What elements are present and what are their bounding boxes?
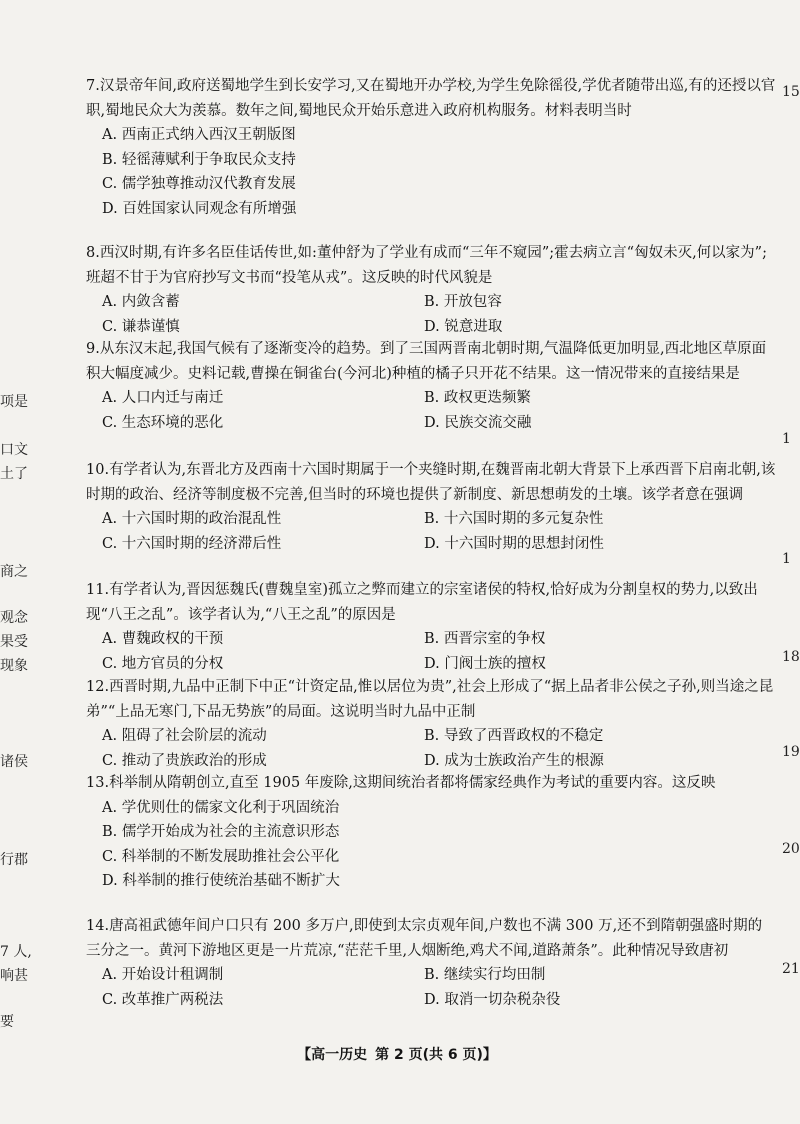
option-a: A. 学优则仕的儒家文化利于巩固统治 [102,799,340,816]
option-a: A. 开始设计租调制 [102,967,224,983]
question-number: 14. [86,918,110,934]
option-c: C. 地方官员的分权 [102,655,224,672]
option-c: C. 谦恭谨慎 [102,318,180,335]
option-c: C. 儒学独尊推动汉代教育发展 [102,176,296,192]
question-stem: 10.有学者认为,东晋北方及西南十六国时期属于一个夹缝时期,在魏晋南北朝大背景下上承西晋下启南北朝,该时期的政治、经济等制度极不完善,但当时的环境也提供了新制度、新思想萌发的土壤。该学者意在强调 [86,462,776,503]
right-margin-fragment: 19 [782,744,800,760]
question-number: 12. [86,679,110,695]
option-c: C. 改革推广两税法 [102,991,224,1008]
left-margin-fragment: 现象 [0,658,28,674]
option-list [102,123,776,221]
question-10 [86,458,776,556]
question-11 [86,578,776,676]
option-a: A. 十六国时期的政治混乱性 [102,511,282,527]
question-number: 11. [86,582,110,598]
question-stem: 13.科举制从隋朝创立,直至 1905 年废除,这期间统治者都将儒家经典作为考试的重要内容。这反映 [86,775,716,791]
option-b: B. 继续实行均田制 [424,967,546,983]
option-a: A. 曹魏政权的干预 [102,631,224,647]
left-margin-fragment: 7 人, [0,944,32,960]
left-margin-fragment: 商之 [0,564,28,580]
option-b: B. 儒学开始成为社会的主流意识形态 [102,824,340,840]
option-a: A. 阻碍了社会阶层的流动 [102,728,267,744]
question-13 [86,771,776,894]
left-margin-fragment: 观念 [0,610,28,626]
option-b: B. 十六国时期的多元复杂性 [424,511,604,527]
option-b: B. 西晋宗室的争权 [424,631,546,647]
question-12 [86,675,776,773]
question-number: 13. [86,775,110,791]
option-list [102,627,776,676]
left-margin-fragment: 要 [0,1014,14,1030]
right-margin-fragment: 15 [782,84,800,100]
left-margin-fragment: 口文 [0,442,28,458]
option-d: D. 百姓国家认同观念有所增强 [102,200,297,217]
option-c: C. 十六国时期的经济滞后性 [102,535,282,552]
question-14 [86,914,776,1012]
right-margin-fragment: 21 [782,961,800,977]
option-a: A. 西南正式纳入西汉王朝版图 [102,127,296,143]
question-number: 7. [86,78,100,94]
option-list [102,290,776,339]
option-d: D. 十六国时期的思想封闭性 [424,535,604,552]
option-a: A. 内敛含蓄 [102,294,180,310]
option-list [102,507,776,556]
option-list [102,796,776,894]
option-list [102,386,776,435]
question-stem: 8.西汉时期,有许多名臣佳话传世,如:董仲舒为了学业有成而“三年不窥园”;霍去病立言“匈奴未灭,何以家为”;班超不甘于为官府抄写文书而“投笔从戎”。这反映的时代风貌是 [86,245,767,286]
question-stem: 12.西晋时期,九品中正制下中正“计资定品,惟以居位为贵”,社会上形成了“据上品者非公侯之子孙,则当途之昆弟”“上品无寒门,下品无势族”的局面。这说明当时九品中正制 [86,679,774,720]
option-c: C. 科举制的不断发展助推社会公平化 [102,848,340,865]
option-d: D. 成为士族政治产生的根源 [424,752,604,769]
question-8 [86,241,776,339]
right-margin-fragment: 18 [782,649,800,665]
footer-page-number: 第 2 页(共 6 页)】 [375,1047,497,1063]
option-b: B. 开放包容 [424,294,502,310]
question-number: 10. [86,462,110,478]
left-margin-fragment: 诸侯 [0,754,28,770]
option-b: B. 轻徭薄赋利于争取民众支持 [102,151,296,168]
option-d: D. 锐意进取 [424,318,503,335]
option-list [102,724,776,773]
option-b: B. 政权更迭频繁 [424,390,531,406]
option-c: C. 推动了贵族政治的形成 [102,752,267,769]
option-c: C. 生态环境的恶化 [102,414,224,431]
right-margin-fragment: 20 [782,841,800,857]
page-footer [0,1044,794,1064]
question-stem: 9.从东汉末起,我国气候有了逐渐变冷的趋势。到了三国两晋南北朝时期,气温降低更加明显,西北地区草原面积大幅度减少。史料记载,曹操在铜雀台(今河北)种植的橘子只开花不结果。这一情况带来的直接结果是 [86,341,767,382]
question-7 [86,74,776,221]
question-stem: 7.汉景帝年间,政府送蜀地学生到长安学习,又在蜀地开办学校,为学生免除徭役,学优者随带出巡,有的还授以官职,蜀地民众大为羡慕。数年之间,蜀地民众开始乐意进入政府机构服务。材料表明当时 [86,78,776,119]
left-margin-fragment: 响甚 [0,968,28,984]
option-d: D. 科举制的推行使统治基础不断扩大 [102,873,340,889]
option-b: B. 导致了西晋政权的不稳定 [424,728,604,744]
option-d: D. 取消一切杂税杂役 [424,991,561,1008]
left-margin-fragment: 果受 [0,634,28,650]
right-margin-fragment: 1 [782,551,791,567]
left-margin-fragment: 行郡 [0,852,28,868]
left-margin-fragment: 土了 [0,466,28,482]
option-list [102,963,776,1012]
option-d: D. 民族交流交融 [424,414,532,431]
left-margin-fragment: 项是 [0,394,28,410]
question-stem: 11.有学者认为,晋因惩魏氏(曹魏皇室)孤立之弊而建立的宗室诸侯的特权,恰好成为分割皇权的势力,以致出现“八王之乱”。该学者认为,“八王之乱”的原因是 [86,582,758,623]
option-d: D. 门阀士族的擅权 [424,655,546,672]
question-number: 8. [86,245,100,261]
footer-subject: 【高一历史 [297,1047,368,1063]
question-stem: 14.唐高祖武德年间户口只有 200 多万户,即使到太宗贞观年间,户数也不满 300 万,还不到隋朝强盛时期的三分之一。黄河下游地区更是一片荒凉,“茫茫千里,人烟断绝,鸡犬不闻,道路萧条”。此种情况导致唐初 [86,918,763,959]
question-9 [86,337,776,435]
option-a: A. 人口内迁与南迁 [102,390,224,406]
right-margin-fragment: 1 [782,431,791,447]
question-number: 9. [86,341,100,357]
